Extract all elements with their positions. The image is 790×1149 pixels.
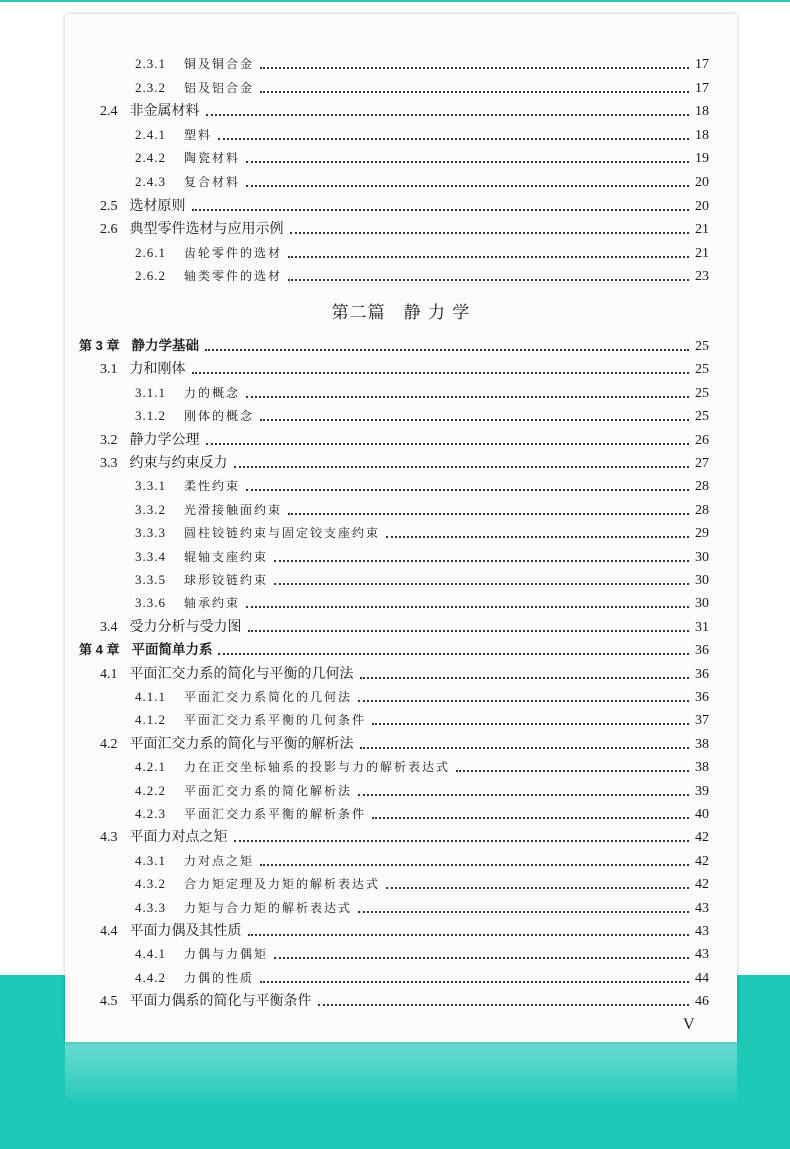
toc-entry-title: 平面力偶系的简化与平衡条件 [129,993,312,1010]
toc-entry-page: 30 [695,549,709,565]
part-title: 第二篇 静 力 学 [331,303,471,323]
toc-entry-number: 3.3.4 [135,548,166,564]
toc-entry [65,638,709,662]
toc-entry-page: 38 [695,736,709,752]
toc-entry-number: 3.1.1 [135,384,166,400]
toc-entry-page: 43 [695,924,709,939]
dot-leader [456,770,689,772]
dot-leader [288,279,689,281]
toc-entry-title: 平面汇交力系简化的几何法 [184,690,353,704]
dot-leader [246,396,689,398]
toc-entry [65,896,709,920]
page-folio: V [683,1016,695,1033]
dot-leader [218,138,689,140]
dot-leader [318,1004,690,1006]
dot-leader [386,536,689,538]
toc-entry [65,872,709,896]
toc-entry-number: 3.3.5 [135,572,166,587]
toc-entry-number: 2.4 [100,104,118,120]
book-page [65,14,737,1042]
toc-entry-page: 46 [695,994,709,1010]
toc-entry-title: 复合材料 [184,175,241,189]
toc-entry-number: 2.4.2 [135,150,166,166]
toc-entry-number: 3.1.2 [135,408,166,424]
toc-entry-title: 力的概念 [184,385,241,400]
toc-entry [65,52,709,76]
toc-entry-page: 31 [695,619,709,635]
toc-entry-title: 球形铰链约束 [184,573,269,587]
toc-entry [65,942,709,966]
toc-entry-number: 3.2 [100,432,118,448]
toc-entry [65,451,709,475]
toc-entry-page: 36 [695,690,709,705]
toc-entry-page: 38 [695,760,709,776]
toc-entry-number: 4.1.1 [135,689,166,704]
toc-entry-page: 37 [695,713,709,729]
toc-entry-title: 静力学公理 [129,431,200,448]
toc-entry-page: 42 [695,830,709,846]
dot-leader [246,606,689,608]
dot-leader [386,887,689,889]
toc-entry-title: 合力矩定理及力矩的解析表达式 [184,877,381,892]
toc-entry-number: 4.3.1 [135,852,166,868]
dot-leader [260,864,689,866]
toc-entry-number: 2.4.3 [135,174,166,189]
toc-entry [65,404,709,428]
dot-leader [358,700,689,702]
toc-entry-title: 选材原则 [129,197,186,214]
toc-entry-title: 辊轴支座约束 [184,549,269,564]
toc-entry [65,708,709,732]
top-accent-line [0,0,790,2]
toc-entry-page: 23 [695,269,709,285]
toc-entry-title: 铜及铜合金 [184,57,255,71]
toc-entry-page: 26 [695,432,709,448]
toc-entry-number: 4.2.3 [135,806,166,821]
toc-entry-number: 3.1 [100,362,118,378]
toc-entry [65,545,709,569]
toc-entry-page: 20 [695,175,709,190]
toc-entry-title: 力和刚体 [129,361,186,378]
toc-entry-title: 刚体的概念 [184,409,255,424]
dot-leader [234,466,690,468]
toc-entry-number: 4.2.2 [135,782,166,798]
toc-entry-number: 3.3.3 [135,525,166,541]
toc-entry-title: 力偶与力偶矩 [184,947,269,962]
toc-entry-number: 4.2.1 [135,759,166,775]
toc-entry-number: 4.4.2 [135,969,166,985]
dot-leader [246,161,689,163]
toc-entry-title: 力在正交坐标轴系的投影与力的解析表达式 [184,760,451,775]
toc-entry-title: 平面简单力系 [131,642,213,659]
toc-entry [65,123,709,147]
toc-entry-title: 约束与约束反力 [129,455,228,471]
toc-entry-number: 4.4.1 [135,946,166,962]
toc-entry [65,568,709,592]
toc-entry-number: 4.3 [100,830,118,846]
toc-entry-page: 28 [695,502,709,518]
toc-entry [65,428,709,452]
toc-entry-number: 2.5 [100,198,118,214]
toc-entry-number: 2.6 [100,222,118,238]
toc-entry-title: 平面汇交力系平衡的几何条件 [184,713,367,728]
toc-entry-number: 4.5 [100,994,118,1010]
dot-leader [274,583,689,585]
toc-entry-page: 36 [695,643,709,659]
toc-entry-page: 44 [695,970,709,986]
dot-leader [274,957,689,959]
toc-entry-title: 静力学基础 [131,338,199,354]
toc-entry-number: 3.3.6 [135,595,166,611]
toc-entry-page: 25 [695,362,709,378]
toc-entry-number: 4.1 [100,666,118,682]
dot-leader [260,91,689,93]
toc-entry-number: 4.1.2 [135,712,166,728]
toc-entry-number: 3.3.2 [135,501,166,517]
toc-entry-page: 40 [695,807,709,822]
dot-leader [248,934,690,936]
dot-leader [246,185,689,187]
toc-entry [65,779,709,803]
toc-entry-number: 4.4 [100,924,118,939]
toc-entry-title: 力对点之矩 [184,853,255,868]
toc-entry-number: 3.4 [100,619,118,635]
toc-entry-page: 17 [695,57,709,72]
toc-entry-page: 36 [695,666,709,682]
toc-entry [65,615,709,639]
dot-leader [360,747,690,749]
toc-entry-title: 铝及铝合金 [184,80,255,95]
toc-entry [65,685,709,709]
background-shine [65,1040,737,1100]
toc-entry-page: 42 [695,877,709,893]
toc-entry [65,334,709,358]
toc-entry [65,217,709,241]
dot-leader [372,723,689,725]
toc-entry-number: 2.4.1 [135,126,166,142]
toc-entry-number: 2.6.2 [135,268,166,284]
toc-entry-title: 平面汇交力系的简化解析法 [184,783,353,798]
dot-leader [218,653,689,655]
toc-entry-page: 30 [695,596,709,612]
toc-entry [65,264,709,288]
dot-leader [248,630,690,632]
toc-entry-number: 4.3.2 [135,876,166,892]
toc-entry [65,498,709,522]
toc-entry [65,99,709,123]
dot-leader [206,114,690,116]
toc-entry-page: 17 [695,80,709,96]
dot-leader [192,372,690,374]
dot-leader [234,840,690,842]
toc-entry [65,170,709,194]
dot-leader [192,209,690,211]
toc-entry-page: 21 [695,222,709,238]
toc-entry-page: 39 [695,783,709,799]
dot-leader [290,232,690,234]
toc-entry [65,146,709,170]
toc-entry-page: 29 [695,526,709,542]
toc-entry-page: 18 [695,127,709,143]
toc-entry-page: 43 [695,900,709,916]
toc-entry [65,919,709,943]
toc-entry-page: 19 [695,151,709,167]
toc-entry-number: 4.2 [100,736,118,752]
toc-entry [65,662,709,686]
toc-entry [65,76,709,100]
toc-entry [65,591,709,615]
toc-entry [65,521,709,545]
toc-entry-number: 3.3.1 [135,478,166,494]
dot-leader [372,817,689,819]
toc-entry-title: 齿轮零件的选材 [184,245,283,260]
toc-entry [65,357,709,381]
dot-leader [260,67,689,69]
toc-entry-title: 典型零件选材与应用示例 [129,221,284,238]
toc-entry-number: 第 3 章 [79,338,120,353]
toc-entry-title: 受力分析与受力图 [129,618,242,635]
toc-entry-title: 光滑接触面约束 [184,502,283,517]
dot-leader [360,677,690,679]
toc-entry-title: 力偶的性质 [184,970,255,985]
toc-entry [65,381,709,405]
toc-entry-number: 第 4 章 [79,642,120,658]
toc-entry-title: 塑料 [184,127,213,142]
toc-entry-page: 43 [695,947,709,963]
dot-leader [260,981,689,983]
dot-leader [260,419,689,421]
toc-entry-number: 2.6.1 [135,244,166,260]
toc-entry-page: 25 [695,339,709,354]
dot-leader [205,349,689,351]
toc-entry [65,194,709,218]
toc-entry [65,966,709,990]
toc-entry [65,825,709,849]
toc-entry-title: 平面汇交力系的简化与平衡的几何法 [129,665,354,682]
toc-entry-title: 陶瓷材料 [184,151,241,166]
toc-entry-page: 42 [695,853,709,869]
toc-entry-title: 轴类零件的选材 [184,269,283,284]
toc-entry-page: 20 [695,198,709,214]
toc-entry-title: 非金属材料 [129,103,200,120]
dot-leader [206,443,690,445]
toc-entry-number: 2.3.2 [135,79,166,95]
toc-entry-page: 18 [695,104,709,120]
toc-entry-page: 28 [695,479,709,495]
toc-entry-page: 27 [695,456,709,471]
dot-leader [246,489,689,491]
toc-entry [65,755,709,779]
toc-entry [65,802,709,826]
toc-entry-title: 圆柱铰链约束与固定铰支座约束 [184,526,381,541]
toc-entry-page: 25 [695,409,709,425]
toc-entry [65,474,709,498]
toc-entry-title: 轴承约束 [184,596,241,611]
toc-entry [65,849,709,873]
dot-leader [358,911,689,913]
toc-entry-title: 平面力偶及其性质 [129,923,242,939]
toc-entry [65,241,709,265]
dot-leader [288,513,689,515]
toc-entry [65,732,709,756]
toc-entry-page: 21 [695,245,709,261]
dot-leader [274,560,689,562]
toc-entry-page: 25 [695,385,709,401]
toc-entry [65,989,709,1013]
toc-entry-page: 30 [695,573,709,588]
toc-entry-title: 平面汇交力系的简化与平衡的解析法 [129,735,354,752]
toc-entry-title: 柔性约束 [184,479,241,494]
toc-entry-title: 力矩与合力矩的解析表达式 [184,900,353,915]
dot-leader [358,794,689,796]
toc-entry-number: 2.3.1 [135,56,166,71]
dot-leader [288,256,689,258]
toc-entry-number: 3.3 [100,456,118,471]
toc-entry-title: 平面力对点之矩 [129,829,228,846]
toc-entry-number: 4.3.3 [135,899,166,915]
toc-entry-title: 平面汇交力系平衡的解析条件 [184,807,367,821]
